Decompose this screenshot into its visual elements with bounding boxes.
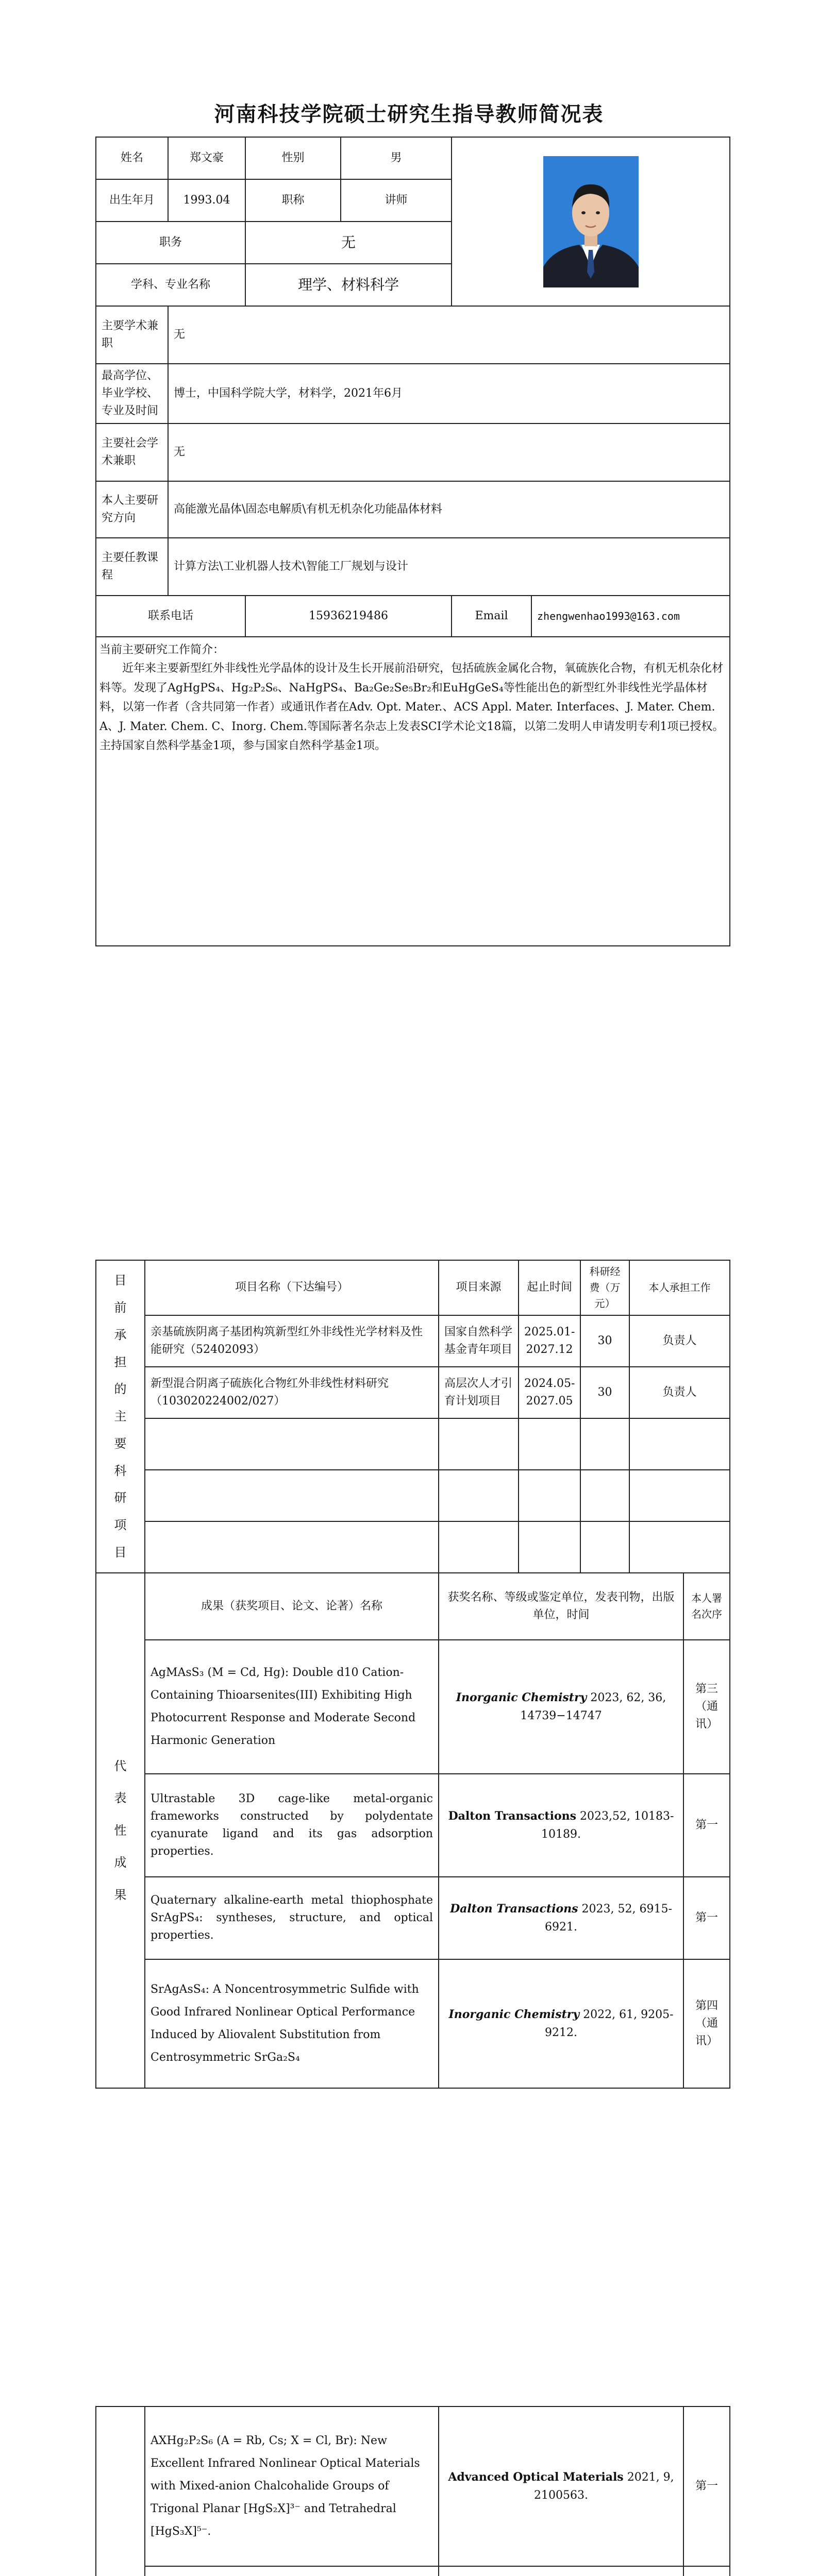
achievement-journal: Inorganic Chemistry <box>456 1691 587 1705</box>
academic-duty-label: 主要学术兼 职 <box>96 306 168 364</box>
achievement-title: Ultrastable 3D cage-like metal-organic frameworks constructed by polydentate cyanurate ligand and its gas adsorption properties. <box>145 1774 439 1877</box>
achievement-title: AgMAsS₃ (M = Cd, Hg): Double d10 Cation-Containing Thioarsenites(III) Exhibiting High Photocurrent Response and Moderate Second Harmonic Generation <box>145 1640 439 1774</box>
achievement-title <box>145 2566 439 2576</box>
gender-label: 性别 <box>245 137 341 179</box>
achievement-journal: Advanced Optical Materials <box>448 2470 624 2484</box>
project-row-period: 2024.05-2027.05 <box>519 1367 580 1418</box>
email-value: zhengwenhao1993@163.com <box>531 596 730 637</box>
project-row-role <box>629 1521 730 1573</box>
title-value: 讲师 <box>341 179 452 222</box>
projects-header-period: 起止时间 <box>519 1260 580 1315</box>
achievements-header-title: 成果（获奖项目、论文、论著）名称 <box>145 1573 439 1640</box>
title-label: 职称 <box>245 179 341 222</box>
achievement-journal: Dalton Transactions <box>448 1809 576 1823</box>
phone-label: 联系电话 <box>96 596 245 637</box>
project-row-source: 国家自然科学基金青年项目 <box>439 1315 519 1367</box>
achievements-continued-table <box>95 2406 730 2576</box>
achievement-detail: 2023, 62, 36, 14739−14747 <box>520 1691 666 1722</box>
subject-label: 学科、专业名称 <box>96 264 245 306</box>
degree-label: 最高学位、毕业学校、专业及时间 <box>96 364 168 423</box>
project-row-funds <box>580 1418 629 1470</box>
achievement-title: AXHg₂P₂S₆ (A = Rb, Cs; X = Cl, Br): New Excellent Infrared Nonlinear Optical Materials with Mixed-anion Chalcohalide Groups of Trigonal Planar [HgS₂X]³⁻ and Tetrahedral [HgS₃X]⁵⁻. <box>145 2406 439 2566</box>
project-row-source <box>439 1521 519 1573</box>
project-row-period <box>519 1521 580 1573</box>
portrait-photo <box>543 156 639 287</box>
project-row-name <box>145 1521 439 1573</box>
achievement-order <box>683 2566 730 2576</box>
achievement-journal: Inorganic Chemistry <box>448 2008 580 2022</box>
achievement-journal: Dalton Transactions <box>450 1902 578 1916</box>
page-title: 河南科技学院硕士研究生指导教师简况表 <box>214 102 604 126</box>
phone-value: 15936219486 <box>245 596 452 637</box>
profile-heading: 当前主要研究工作简介： <box>99 643 225 657</box>
profile-body: 近年来主要新型红外非线性光学晶体的设计及生长开展前沿研究，包括硫族金属化合物，氧硫族化合物，有机无机杂化材料等。发现了AgHgPS₄、Hg₂P₂S₆、NaHgPS₄、Ba₂Ge₂Se₅Br₂和EuHgGeS₄等性能出色的新型红外非线性光学晶体材料，以第一作者（含共同第一作者）或通讯作者在Adv. Opt. Mater.、ACS Appl. Mater. Interfaces、J. Mater. Chem. A、J. Mater. Chem. C、Inorg. Chem.等国际著名杂志上发表SCI学术论文18篇，以第二发明人申请发明专利1项已授权。主持国家自然科学基金1项，参与国家自然科学基金1项。 <box>99 662 724 752</box>
birth-label: 出生年月 <box>96 179 168 222</box>
name-label: 姓名 <box>96 137 168 179</box>
achievements-header-source: 获奖名称、等级或鉴定单位，发表刊物，出版单位，时间 <box>439 1573 683 1640</box>
social-duty-label: 主要社会学术兼职 <box>96 423 168 481</box>
project-row-funds <box>580 1470 629 1521</box>
project-row-source <box>439 1418 519 1470</box>
achievements-table <box>95 1572 730 2089</box>
project-row-role <box>629 1418 730 1470</box>
projects-table <box>95 1260 730 1573</box>
projects-section <box>0 1260 818 2089</box>
project-row-role: 负责人 <box>629 1315 730 1367</box>
project-row-funds: 30 <box>580 1367 629 1418</box>
achievement-detail: 2023, 52, 6915-6921. <box>545 1903 672 1934</box>
project-row-name: 新型混合阴离子硫族化合物红外非线性材料研究（103020224002/027） <box>145 1367 439 1418</box>
achievements-side-label: 代表性成果 <box>96 1573 145 2088</box>
projects-header-funds: 科研经费（万元） <box>580 1260 629 1315</box>
name-value: 郑文豪 <box>168 137 245 179</box>
project-row-period <box>519 1470 580 1521</box>
photo-cell <box>452 137 730 306</box>
basic-info-table <box>95 137 730 946</box>
project-row-source: 高层次人才引育计划项目 <box>439 1367 519 1418</box>
degree-value: 博士，中国科学院大学，材料学，2021年6月 <box>168 364 730 423</box>
project-row-period <box>519 1418 580 1470</box>
gender-value: 男 <box>341 137 452 179</box>
achievement-order: 第一 <box>683 1774 730 1877</box>
achievement-order: 第三（通讯） <box>683 1640 730 1774</box>
courses-value: 计算方法\工业机器人技术\智能工厂规划与设计 <box>168 538 730 596</box>
achievements-header-order: 本人署名次序 <box>683 1573 730 1640</box>
achievement-order: 第一 <box>683 2406 730 2566</box>
research-label: 本人主要研究方向 <box>96 481 168 538</box>
project-row-source <box>439 1470 519 1521</box>
project-row-period: 2025.01-2027.12 <box>519 1315 580 1367</box>
achievement-title: Quaternary alkaline-earth metal thiophosphate SrAgPS₄: syntheses, structure, and optical properties. <box>145 1877 439 1959</box>
achievement-detail: 2021, 9, 2100563. <box>534 2471 674 2502</box>
birth-value: 1993.04 <box>168 179 245 222</box>
projects-header-name: 项目名称（下达编号） <box>145 1260 439 1315</box>
projects-header-source: 项目来源 <box>439 1260 519 1315</box>
basic-info-section <box>0 137 818 946</box>
projects-header-role: 本人承担工作 <box>629 1260 730 1315</box>
achievement-order: 第一 <box>683 1877 730 1959</box>
achievement-detail: 2022, 61, 9205-9212. <box>545 2008 674 2039</box>
project-row-name <box>145 1418 439 1470</box>
projects-side-label: 目前承担的主要科研项目 <box>96 1260 145 1573</box>
achievement-detail: 2023,52, 10183-10189. <box>541 1810 674 1841</box>
project-row-role <box>629 1470 730 1521</box>
project-row-name: 亲基硫族阴离子基团构筑新型红外非线性光学材料及性能研究（52402093） <box>145 1315 439 1367</box>
academic-duty-value: 无 <box>168 306 730 364</box>
project-row-name <box>145 1470 439 1521</box>
achievement-order: 第四（通讯） <box>683 1959 730 2088</box>
email-label: Email <box>452 596 531 637</box>
research-value: 高能激光晶体\固态电解质\有机无机杂化功能晶体材料 <box>168 481 730 538</box>
duty-label: 职务 <box>96 222 245 264</box>
courses-label: 主要任教课 程 <box>96 538 168 596</box>
achievement-title: SrAgAsS₄: A Noncentrosymmetric Sulfide with Good Infrared Nonlinear Optical Performance Induced by Aliovalent Substitution from Centrosymmetric SrGa₂S₄ <box>145 1959 439 2088</box>
subject-value: 理学、材料科学 <box>245 264 452 306</box>
duty-value: 无 <box>245 222 452 264</box>
achievements-continued-side <box>96 2406 145 2576</box>
social-duty-value: 无 <box>168 423 730 481</box>
project-row-funds <box>580 1521 629 1573</box>
achievements-continued-section <box>0 2406 818 2576</box>
project-row-role: 负责人 <box>629 1367 730 1418</box>
project-row-funds: 30 <box>580 1315 629 1367</box>
profile-cell <box>96 637 730 946</box>
